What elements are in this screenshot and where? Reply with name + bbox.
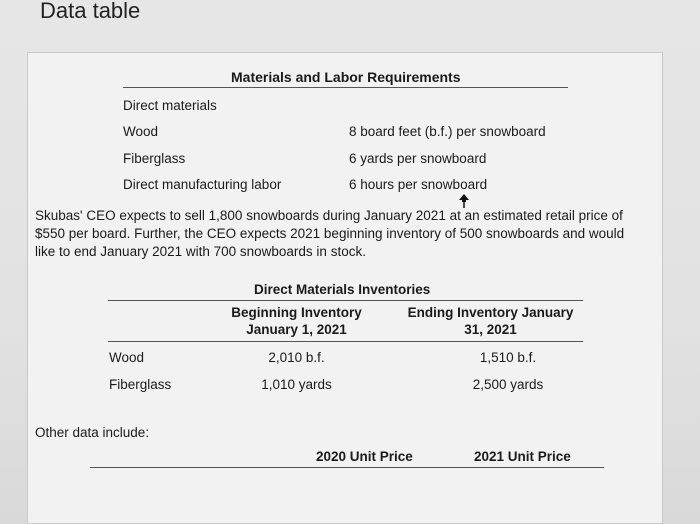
- data-table-panel: [27, 52, 663, 524]
- inventory-begin-value: 1,010 yards: [261, 377, 332, 392]
- other-data-rule: [90, 467, 604, 468]
- inventory-begin-value: 2,010 b.f.: [268, 350, 325, 365]
- mouse-cursor-icon: [458, 194, 470, 208]
- materials-row-label: Fiberglass: [123, 151, 186, 166]
- inventory-row-label: Wood: [109, 350, 145, 365]
- materials-row-value: 8 board feet (b.f.) per snowboard: [349, 124, 546, 139]
- materials-row-value: 6 hours per snowboard: [349, 177, 488, 192]
- beginning-inventory-header-date: January 1, 2021: [246, 322, 347, 337]
- materials-row-label: Direct manufacturing labor: [123, 177, 282, 192]
- inventory-end-value: 2,500 yards: [472, 377, 544, 392]
- materials-labor-rule: [123, 87, 568, 88]
- materials-labor-title: Materials and Labor Requirements: [231, 69, 461, 85]
- direct-materials-label: Direct materials: [123, 98, 217, 113]
- ending-inventory-header-date: 31, 2021: [464, 322, 517, 337]
- inventory-end-value: 1,510 b.f.: [479, 350, 537, 365]
- other-data-label: Other data include:: [35, 425, 150, 440]
- materials-row-value: 6 yards per snowboard: [349, 151, 487, 166]
- unit-price-2021-header: 2021 Unit Price: [474, 449, 571, 464]
- materials-row-label: Wood: [123, 124, 159, 139]
- inventories-title: Direct Materials Inventories: [254, 282, 431, 297]
- inventories-header-rule: [108, 341, 583, 342]
- page-title: Data table: [40, 0, 141, 23]
- unit-price-2020-header: 2020 Unit Price: [316, 449, 413, 464]
- ending-inventory-header: Ending Inventory January: [407, 305, 574, 320]
- inventory-row-label: Fiberglass: [109, 377, 172, 392]
- inventories-top-rule: [108, 300, 583, 301]
- beginning-inventory-header: Beginning Inventory: [231, 305, 362, 320]
- description-paragraph: Skubas' CEO expects to sell 1,800 snowboards during January 2021 at an estimated retail price of $550 per board. Further, the CEO expects 2021 beginning inventory of 500 snowboards and would like to end January 2021 with 700 snowboards in stock.: [35, 208, 625, 259]
